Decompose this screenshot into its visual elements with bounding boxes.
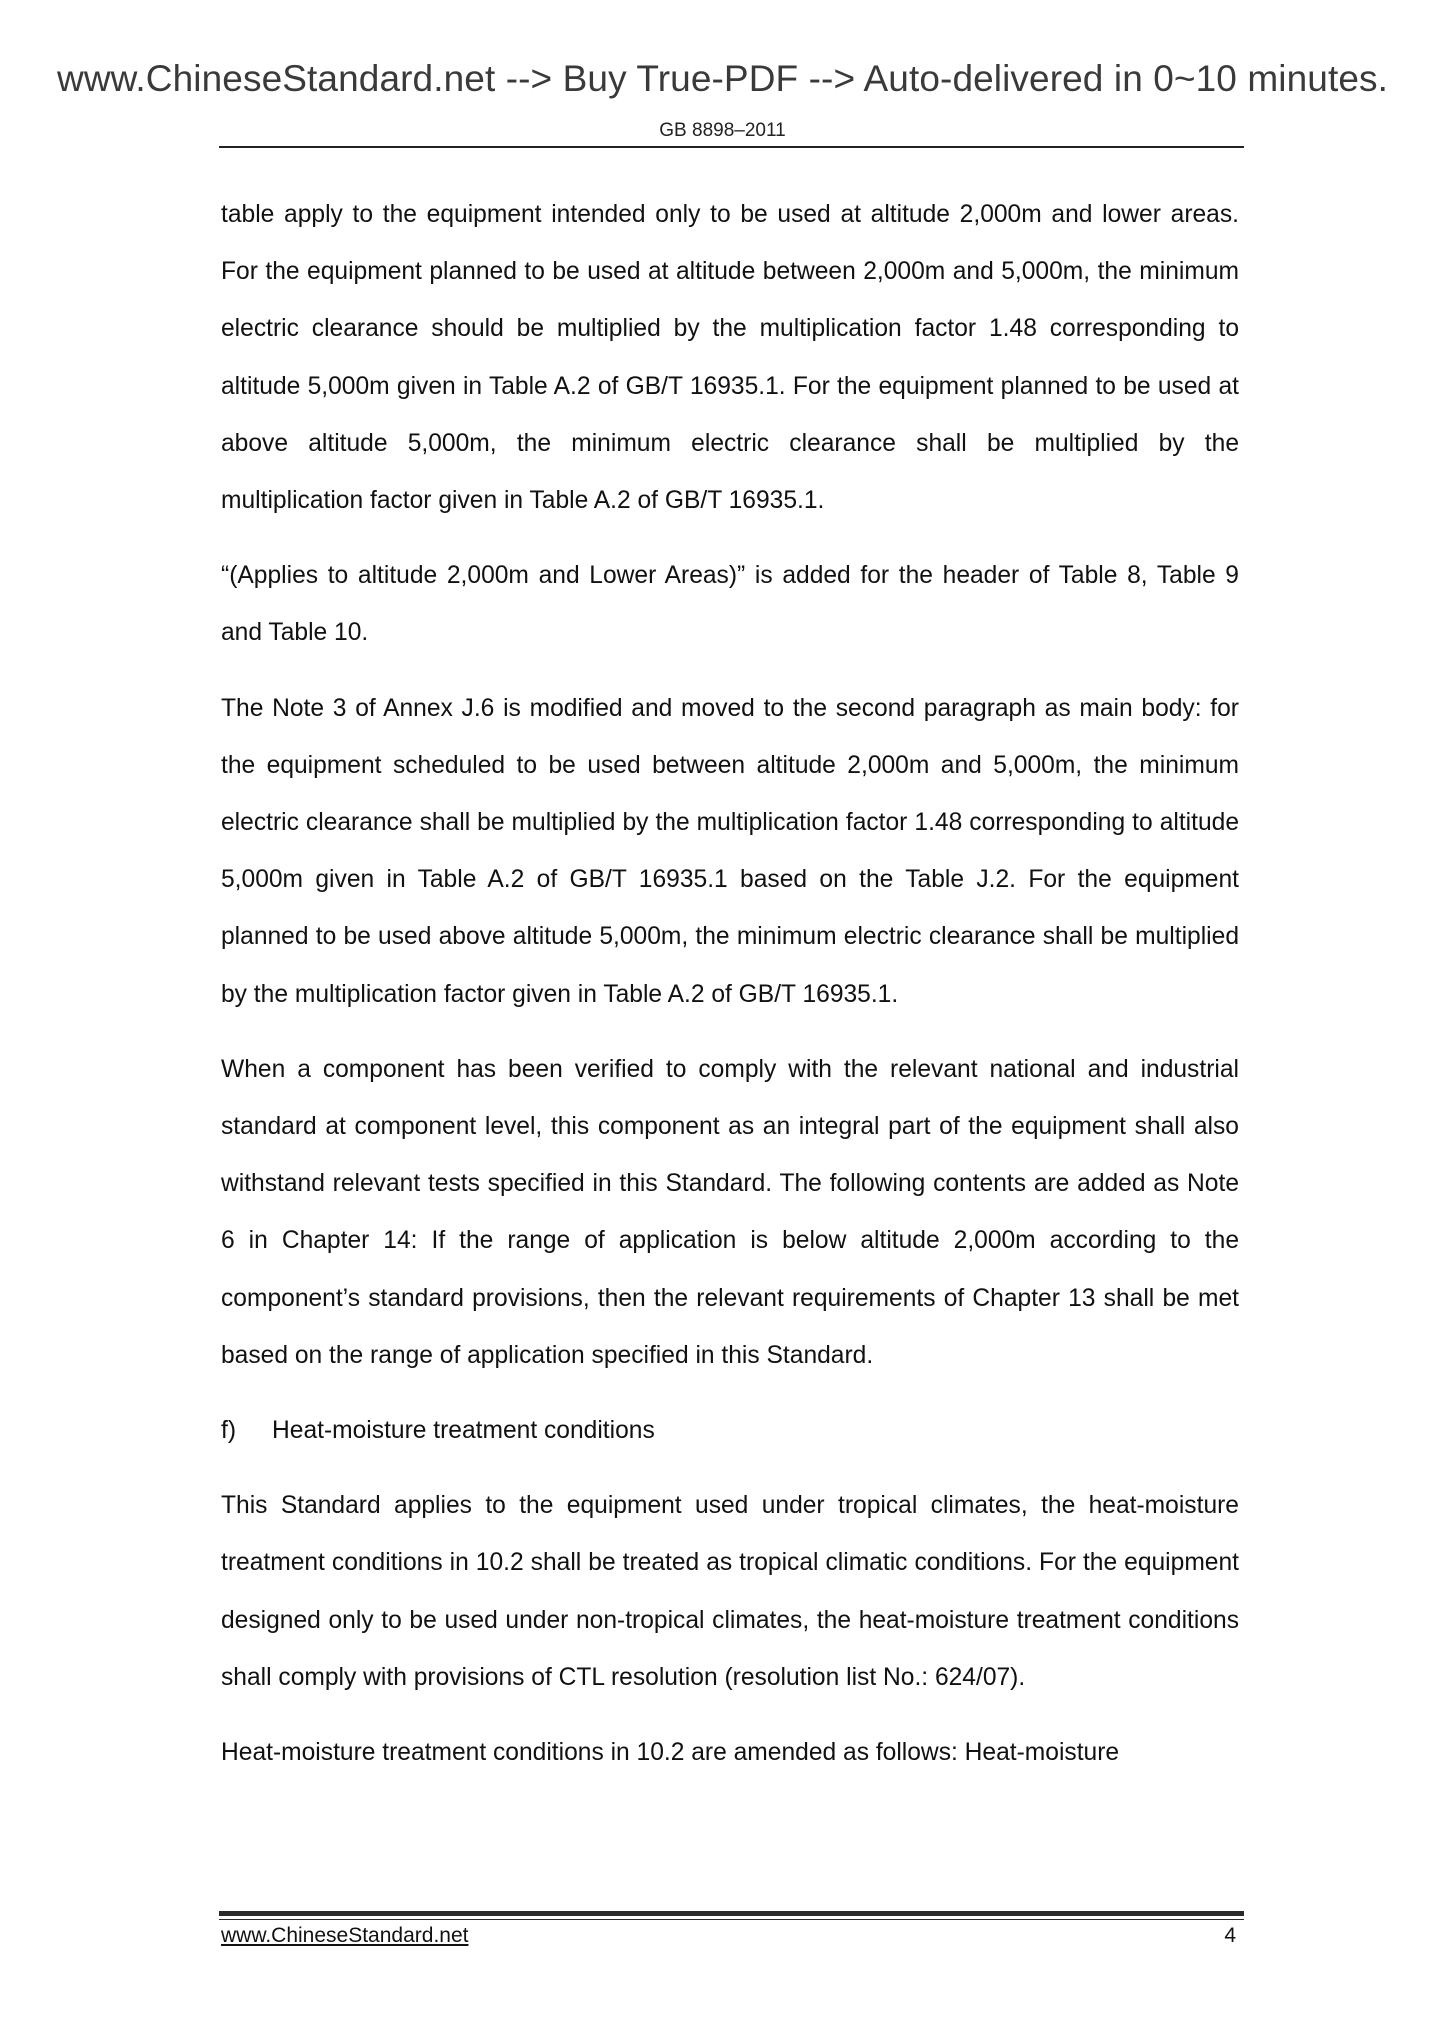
footer-website-link[interactable]: www.ChineseStandard.net — [221, 1924, 469, 1947]
paragraph-component-verification: When a component has been verified to comply with the relevant national and industrial standard at component level, this component as an integral part of the equipment shall also withstand relevant tests specified in this Standard. The following contents are added as Note 6 in Chapter 14: If the range of application is below altitude 2,000m according to the component’s standard provisions, then the relevant requirements of Chapter 13 shall be met based on the range of application specified in this Standard. — [221, 1055, 1239, 1369]
paragraph-annex-j6: The Note 3 of Annex J.6 is modified and moved to the second paragraph as main body: for the equipment scheduled to be used between altitude 2,000m and 5,000m, the minimum electric clearance shall be multiplied by the multiplication factor 1.48 corresponding to altitude 5,000m given in Table A.2 of GB/T 16935.1 based on the Table J.2. For the equipment planned to be used above altitude 5,000m, the minimum electric clearance shall be multiplied by the multiplication factor given in Table A.2 of GB/T 16935.1. — [221, 694, 1239, 1008]
footer-rule — [219, 1911, 1244, 1916]
paragraph-tropical-climates: This Standard applies to the equipment used under tropical climates, the heat-moisture treatment conditions in 10.2 shall be treated as tropical climatic conditions. For the equipment designed only to be used under non-tropical climates, the heat-moisture treatment conditions shall comply with provisions of CTL resolution (resolution list No.: 624/07). — [221, 1492, 1239, 1691]
list-item-heat-moisture — [221, 1402, 1239, 1459]
header-rule — [219, 146, 1244, 148]
footer-rule-thin — [219, 1919, 1244, 1920]
list-item-text: Heat-moisture treatment conditions — [272, 1417, 655, 1445]
list-marker: f) — [221, 1417, 237, 1445]
paragraph-altitude-table: table apply to the equipment intended only to be used at altitude 2,000m and lower areas. For the equipment planned to be used at altitude between 2,000m and 5,000m, the minimum electric clearance should be multiplied by the multiplication factor 1.48 corresponding to altitude 5,000m given in Table A.2 of GB/T 16935.1. For the equipment planned to be used at above altitude 5,000m, the minimum electric clearance shall be multiplied by the multiplication factor given in Table A.2 of GB/T 16935.1. — [221, 201, 1239, 515]
site-banner: www.ChineseStandard.net --> Buy True-PDF --> Auto-delivered in 0~10 minutes. — [57, 58, 1388, 99]
paragraph-amended-conditions: Heat-moisture treatment conditions in 10.2 are amended as follows: Heat-moisture — [221, 1739, 1120, 1767]
standard-code: GB 8898–2011 — [659, 120, 786, 141]
page-number: 4 — [1224, 1924, 1236, 1947]
document-body — [221, 186, 1239, 1799]
paragraph-table-header-note: “(Applies to altitude 2,000m and Lower Areas)” is added for the header of Table 8, Table 9 and Table 10. — [221, 562, 1239, 647]
